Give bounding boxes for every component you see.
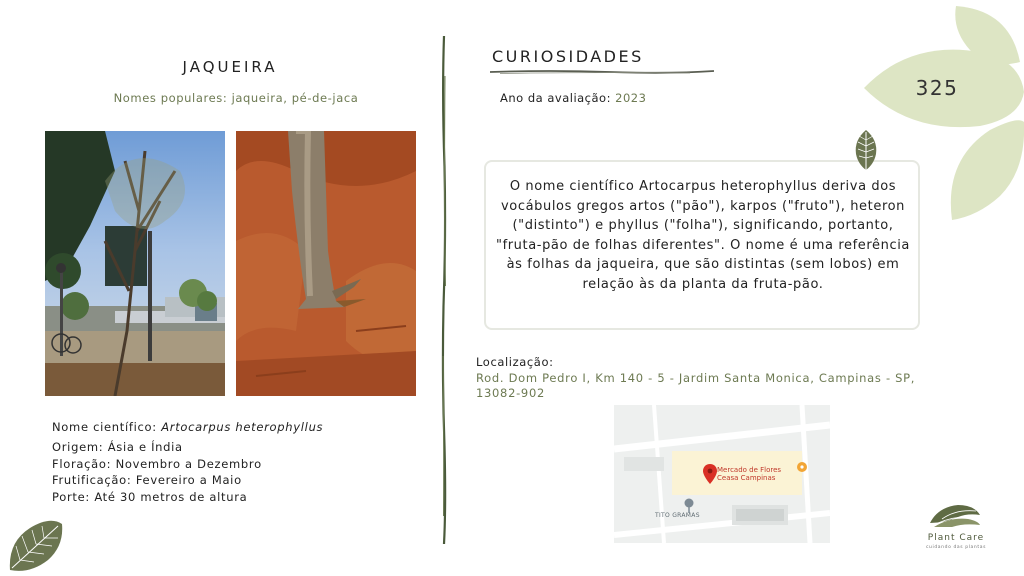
fact-scientific-value: Artocarpus heterophyllus — [161, 420, 324, 434]
map-place-line1: Mercado de Flores — [717, 466, 782, 474]
fact-fruiting-value: Fevereiro a Maio — [135, 473, 242, 487]
evaluation-year — [500, 91, 646, 105]
title-underline — [490, 68, 714, 76]
map-pin-icon[interactable] — [703, 464, 717, 484]
fact-scientific-name — [52, 420, 323, 434]
tree-trunk-photo — [236, 131, 416, 396]
map-place-label — [717, 466, 781, 482]
popular-names-value: jaqueira, pé-de-jaca — [231, 91, 359, 105]
logo-icon — [928, 501, 982, 529]
fact-scientific-label: Nome científico: — [52, 420, 157, 434]
map-secondary-place: TITO GRAMAS — [655, 512, 700, 519]
leaf-icon — [854, 130, 878, 170]
fact-flowering — [52, 457, 262, 471]
brand-name: Plant Care — [927, 533, 985, 543]
location-address: Rod. Dom Pedro I, Km 140 - 5 - Jardim Santa Monica, Campinas - SP, 13082-902 — [476, 371, 916, 400]
fact-flowering-label: Floração: — [52, 457, 112, 471]
section-title: CURIOSIDADES — [492, 47, 644, 66]
page-number: 325 — [915, 76, 959, 100]
map-place-line2: Ceasa Campinas — [717, 474, 776, 482]
brand-tagline: cuidando das plantas — [925, 545, 987, 550]
popular-names-label: Nomes populares: — [113, 91, 228, 105]
fact-origin-value: Ásia e Índia — [107, 440, 183, 454]
leaf-icon — [8, 518, 64, 572]
evaluation-year-label: Ano da avaliação: — [500, 91, 611, 105]
plant-title: JAQUEIRA — [182, 58, 278, 76]
fact-origin — [52, 440, 183, 454]
curiosity-text: O nome científico Artocarpus heterophyllus deriva dos vocábulos gregos artos ("pão"), karpos ("fruto"), heteron ("distinto") e phyllus ("folha"), significando, portanto, "fruta-pão de folhas diferentes". O nome é uma referência às folhas da jaqueira, que são distintas (sem lobos) em relação às da planta da fruta-pão. — [495, 179, 911, 292]
leaf-icon — [860, 0, 1024, 225]
tree-photo-parking — [45, 131, 225, 396]
column-divider — [440, 36, 448, 544]
fact-size-label: Porte: — [52, 490, 90, 504]
popular-names — [60, 91, 412, 105]
evaluation-year-value: 2023 — [615, 91, 647, 105]
fact-fruiting — [52, 473, 242, 487]
fact-fruiting-label: Frutificação: — [52, 473, 132, 487]
location-label: Localização: — [476, 355, 554, 369]
fact-size — [52, 490, 247, 504]
fact-origin-label: Origem: — [52, 440, 104, 454]
fact-flowering-value: Novembro a Dezembro — [115, 457, 262, 471]
fact-size-value: Até 30 metros de altura — [94, 490, 248, 504]
